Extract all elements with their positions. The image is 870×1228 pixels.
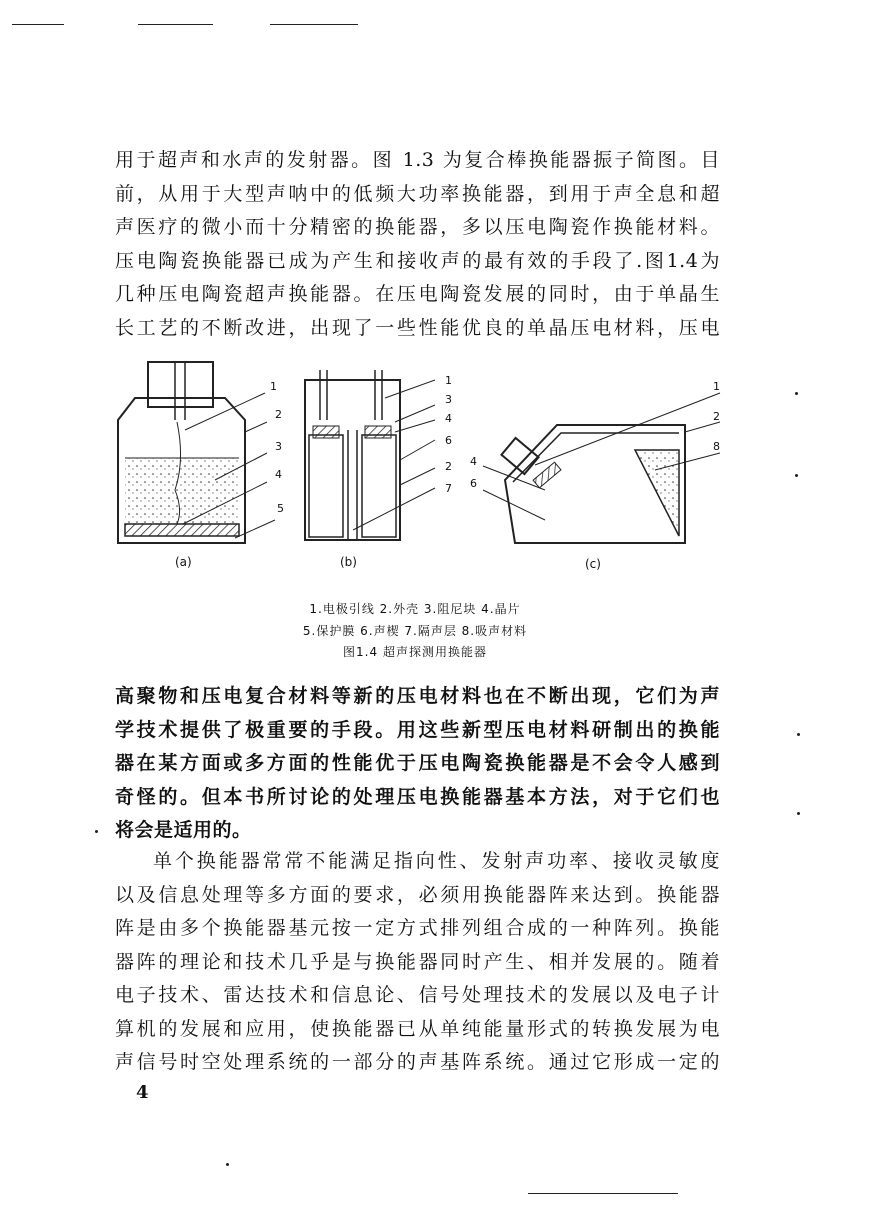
callout-label: 4	[445, 412, 452, 425]
callout-label: 7	[445, 482, 452, 495]
scan-speck	[95, 830, 98, 833]
callout-label: 3	[445, 393, 452, 406]
text-line: 单个换能器常常不能满足指向性、发射声功率、接收灵敏度	[153, 850, 720, 872]
page-number: 4	[136, 1082, 149, 1103]
scan-speck	[797, 733, 800, 736]
figure-1-4	[95, 360, 735, 660]
text-line: 将会是适用的。	[115, 819, 252, 841]
callout-label: 2	[445, 460, 452, 473]
text-line: 奇怪的。但本书所讨论的处理压电换能器基本方法，对于它们也	[115, 785, 720, 808]
scan-speck	[797, 812, 800, 815]
figure-legend-line-1: 1.电极引线 2.外壳 3.阻尼块 4.晶片	[309, 602, 521, 616]
callout-label: 6	[445, 434, 452, 447]
callout-label: 4	[470, 455, 477, 468]
subcaption-a: (a)	[175, 555, 192, 569]
paragraph-2	[115, 680, 720, 848]
top-rule-2	[138, 24, 213, 25]
text-line: 声信号时空处理系统的一部分的声基阵系统。通过它形成一定的	[115, 1051, 720, 1073]
text-line: 高聚物和压电复合材料等新的压电材料也在不断出现，它们为声	[115, 685, 720, 707]
callout-label: 1	[713, 380, 720, 393]
top-rule-1	[12, 24, 64, 25]
text-line: 阵是由多个换能器基元按一定方式排列组合成的一种阵列。换能	[115, 917, 720, 939]
callout-label: 8	[713, 440, 720, 453]
diagram-c	[483, 393, 720, 543]
text-line: 学技术提供了极重要的手段。用这些新型压电材料研制出的换能	[115, 718, 720, 741]
callout-label: 5	[277, 502, 284, 515]
text-line: 算机的发展和应用，使换能器已从单纯能量形式的转换发展为电	[115, 1017, 720, 1040]
callout-label: 2	[713, 410, 720, 423]
text-line: 长工艺的不断改进，出现了一些性能优良的单晶压电材料，压电	[115, 316, 720, 339]
callout-label: 3	[275, 440, 282, 453]
callout-label: 4	[275, 468, 282, 481]
text-line: 电子技术、雷达技术和信息论、信号处理技术的发展以及电子计	[115, 984, 720, 1006]
subcaption-b: (b)	[340, 555, 357, 569]
top-rule-3	[270, 24, 358, 25]
text-line: 压电陶瓷换能器已成为产生和接收声的最有效的手段了.图1.4为	[115, 249, 720, 272]
figure-caption: 图1.4 超声探测用换能器	[343, 645, 487, 659]
subcaption-c: (c)	[585, 557, 601, 571]
callout-label: 1	[445, 374, 452, 387]
text-line: 几种压电陶瓷超声换能器。在压电陶瓷发展的同时，由于单晶生	[115, 283, 720, 305]
scan-speck	[795, 474, 798, 477]
scan-speck	[795, 392, 798, 395]
callout-label: 2	[275, 408, 282, 421]
diagram-b	[305, 370, 435, 540]
text-line: 器阵的理论和技术几乎是与换能器同时产生、相并发展的。随着	[115, 950, 720, 973]
callout-label: 6	[470, 477, 477, 490]
transducer-diagrams	[95, 360, 735, 580]
bottom-rule	[528, 1193, 678, 1194]
text-line: 前，从用于大型声呐中的低频大功率换能器，到用于声全息和超	[115, 182, 720, 205]
figure-legend-line-2: 5.保护膜 6.声楔 7.隔声层 8.吸声材料	[302, 624, 528, 638]
text-line: 用于超声和水声的发射器。图 1.3 为复合棒换能器振子简图。目	[115, 149, 720, 171]
callout-label: 1	[270, 380, 277, 393]
paragraph-1	[115, 144, 720, 345]
text-line: 器在某方面或多方面的性能优于压电陶瓷换能器是不会令人感到	[115, 752, 720, 774]
diagram-a	[118, 362, 275, 543]
scan-speck	[226, 1163, 229, 1166]
text-line: 声医疗的微小而十分精密的换能器，多以压电陶瓷作换能材料。	[115, 216, 720, 238]
paragraph-3	[115, 845, 720, 1080]
text-line: 以及信息处理等多方面的要求，必须用换能器阵来达到。换能器	[115, 883, 720, 906]
